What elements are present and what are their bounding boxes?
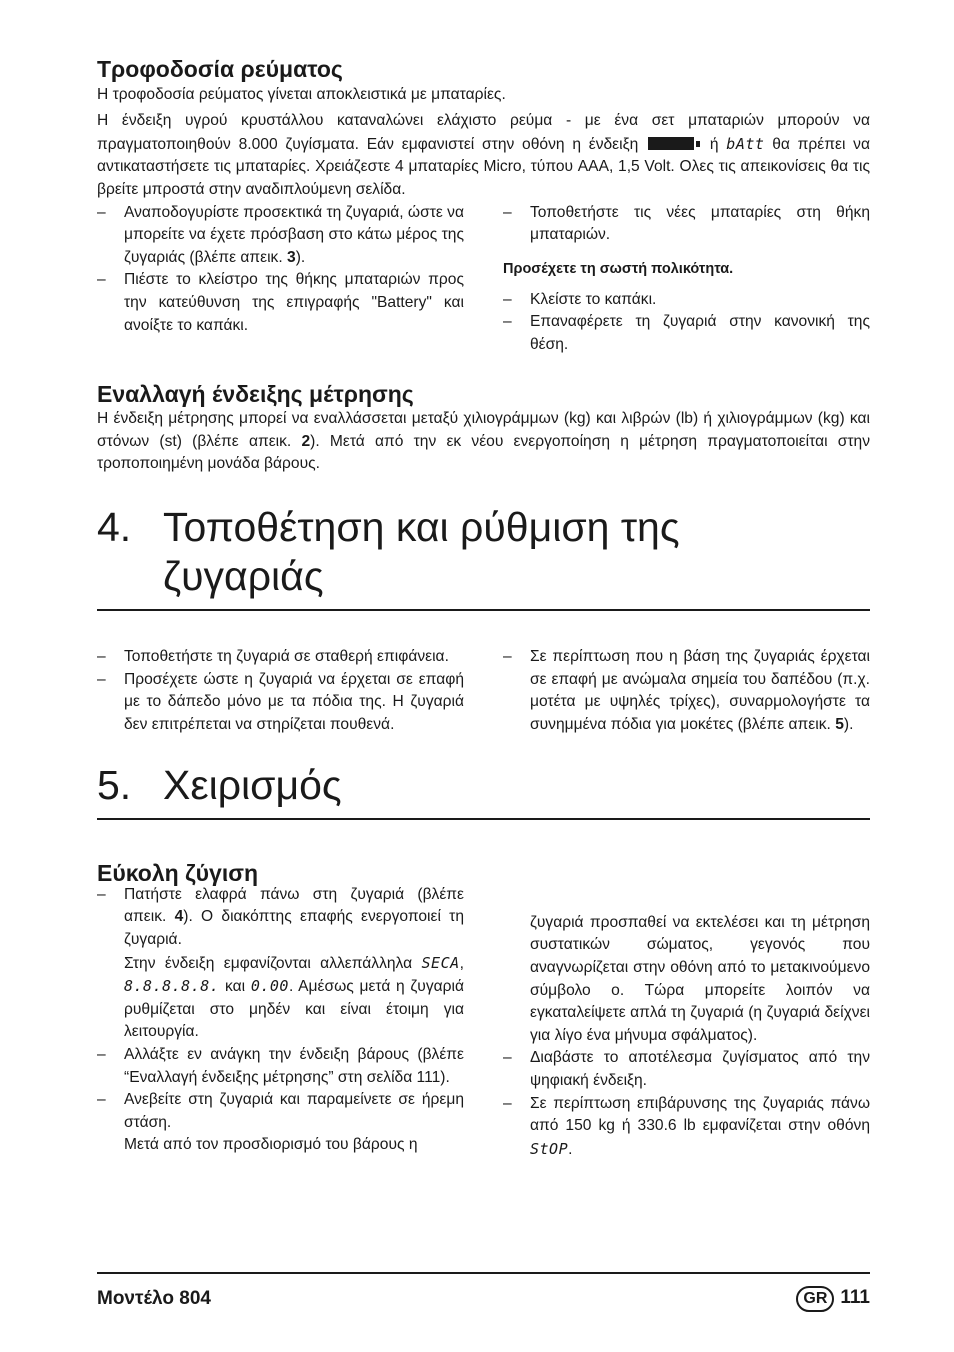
- list-item: – Τοποθετήστε τη ζυγαριά σε σταθερή επιφάνεια.: [97, 646, 464, 669]
- list-item: – Διαβάστε το αποτέλεσμα ζυγίσματος από την ψηφιακή ένδειξη.: [503, 1047, 870, 1092]
- list-item: – Επαναφέρετε τη ζυγαριά στην κανονική της θέση.: [503, 311, 870, 356]
- page-footer: [97, 1272, 870, 1312]
- easy-weighing-heading: Εύκολη ζύγιση: [97, 860, 259, 887]
- section-5-number: 5.: [97, 762, 132, 809]
- list-item: – Αλλάξτε εν ανάγκη την ένδειξη βάρους (βλέπε “Εναλλαγή ένδειξης μέτρησης” στη σελίδα 111).: [97, 1044, 464, 1089]
- list-item: – Προσέχετε ώστε η ζυγαριά να έρχεται σε επαφή με το δάπεδο μόνο με τα πόδια της. Η ζυγαριά δεν επιτρέπεται να στηρίζεται πουθενά.: [97, 669, 464, 737]
- list-item: – Πατήστε ελαφρά πάνω στη ζυγαριά (βλέπε απεικ. 4). Ο διακόπτης επαφής ενεργοποιεί τη ζυγαριά.: [97, 884, 464, 952]
- lcd-seca-text: SECA: [421, 953, 460, 972]
- power-left-column: [97, 202, 464, 357]
- power-columns: [97, 202, 870, 357]
- list-item-continuation: Στην ένδειξη εμφανίζονται αλλεπάλληλα SECA, 8.8.8.8.8. και 0.00. Αμέσως μετά η ζυγαριά ρυθμίζεται στο μηδέν και είναι έτοιμη για λειτουργία.: [124, 953, 464, 1041]
- unit-heading: Εναλλαγή ένδειξης μέτρησης: [97, 380, 414, 407]
- list-item: – Πιέστε το κλείστρο της θήκης μπαταριών προς την κατεύθυνση της επιγραφής "Battery" και ανοίξτε το καπάκι.: [97, 269, 464, 337]
- lcd-segments-text: 8.8.8.8.8.: [124, 977, 220, 996]
- section-4-number: 4.: [97, 503, 132, 550]
- lcd-zero-text: 0.00: [250, 977, 289, 996]
- page-number: 111: [840, 1287, 870, 1308]
- lcd-batt-text: bAtt: [726, 134, 765, 153]
- section-5-columns: [97, 884, 870, 1162]
- power-paragraph-2: Η ένδειξη υγρού κρυστάλλου καταναλώνει ελάχιστο ρεύμα - με ένα σετ μπαταριών μπορούν να πραγματοποιηθούν 8.000 ζυγίσματα. Εάν εμφανιστεί στην οθόνη η ένδειξη ή bAtt θα πρέπει να αντικαταστήσετε τις μπαταρίες. Χρειάζεστε 4 μπαταρίες Micro, τύπου AAA, 1,5 Volt. Ολες τις απεικονίσεις θα τις βρείτε μπροστά στην αναδιπλούμενη σελίδα.: [97, 112, 870, 198]
- list-item: – Ανεβείτε στη ζυγαριά και παραμείνετε σε ήρεμη στάση.: [97, 1089, 464, 1134]
- list-item: – Σε περίπτωση που η βάση της ζυγαριάς έρχεται σε επαφή με ανώμαλα σημεία του δαπέδου (π.χ. μοτέτα με υψηλές τρίχες), συναρμολογήστε τα συνημμένα πόδια για μοκέτες (βλέπε απεικ. 5).: [503, 646, 870, 736]
- polarity-note: Προσέχετε τη σωστή πολικότητα.: [503, 260, 734, 277]
- section-5-header: [97, 761, 870, 820]
- section-4-columns: [97, 646, 870, 736]
- power-paragraph-1: Η τροφοδοσία ρεύματος γίνεται αποκλειστικά με μπαταρίες.: [97, 85, 506, 103]
- section-5-title: Χειρισμός: [163, 762, 342, 809]
- list-item: – Τοποθετήστε τις νέες μπαταρίες στη θήκη μπαταριών.: [503, 202, 870, 247]
- section-4-title: Τοποθέτηση και ρύθμιση της ζυγαριάς: [163, 503, 680, 599]
- list-item: – Σε περίπτωση επιβάρυνσης της ζυγαριάς πάνω από 150 kg ή 330.6 lb εμφανίζεται στην οθόνη StOP.: [503, 1093, 870, 1162]
- list-item-continuation: Μετά από τον προσδιορισμό του βάρους η: [124, 1136, 418, 1154]
- battery-low-icon: [648, 137, 694, 150]
- page-number-group: [796, 1286, 870, 1312]
- section-4-header: [97, 503, 870, 611]
- power-heading: Τροφοδοσία ρεύματος: [97, 56, 343, 82]
- section-4-right-column: [503, 646, 870, 736]
- lcd-stop-text: StOP: [530, 1139, 569, 1158]
- unit-paragraph: Η ένδειξη μέτρησης μπορεί να εναλλάσσεται μεταξύ χιλιογράμμων (kg) και λιβρών (lb) ή χιλιογράμμων (kg) και στόνων (st) (βλέπε απεικ. 2). Μετά από την εκ νέου ενεργοποίηση η μέτρηση πραγματοποιείται στην τροποποιημένη μονάδα βάρους.: [97, 410, 870, 473]
- section-4-left-column: [97, 646, 464, 736]
- list-item-continuation: ζυγαριά προσπαθεί να εκτελέσει και τη μέτρηση συστατικών σώματος, γεγονός που αναγνωρίζεται στην οθόνη από το μετακινούμενο σύμβολο o. Τώρα μπορείτε λοιπόν να εγκαταλείψετε απλά τη ζυγαριά (η ζυγαριά δείχνει για λίγο ένα μήνυμα σφάλματος).: [530, 913, 870, 1044]
- model-name: Μοντέλο 804: [97, 1288, 211, 1309]
- power-right-column: [503, 202, 870, 357]
- section-5-left-column: [97, 884, 464, 1162]
- section-5-right-column: [503, 884, 870, 1162]
- list-item: – Αναποδογυρίστε προσεκτικά τη ζυγαριά, ώστε να μπορείτε να έχετε πρόσβαση στο κάτω μέρος της ζυγαριάς (βλέπε απεικ. 3).: [97, 202, 464, 270]
- page-content: [97, 56, 870, 1161]
- list-item: – Κλείστε το καπάκι.: [503, 289, 870, 312]
- language-badge: GR: [796, 1286, 834, 1312]
